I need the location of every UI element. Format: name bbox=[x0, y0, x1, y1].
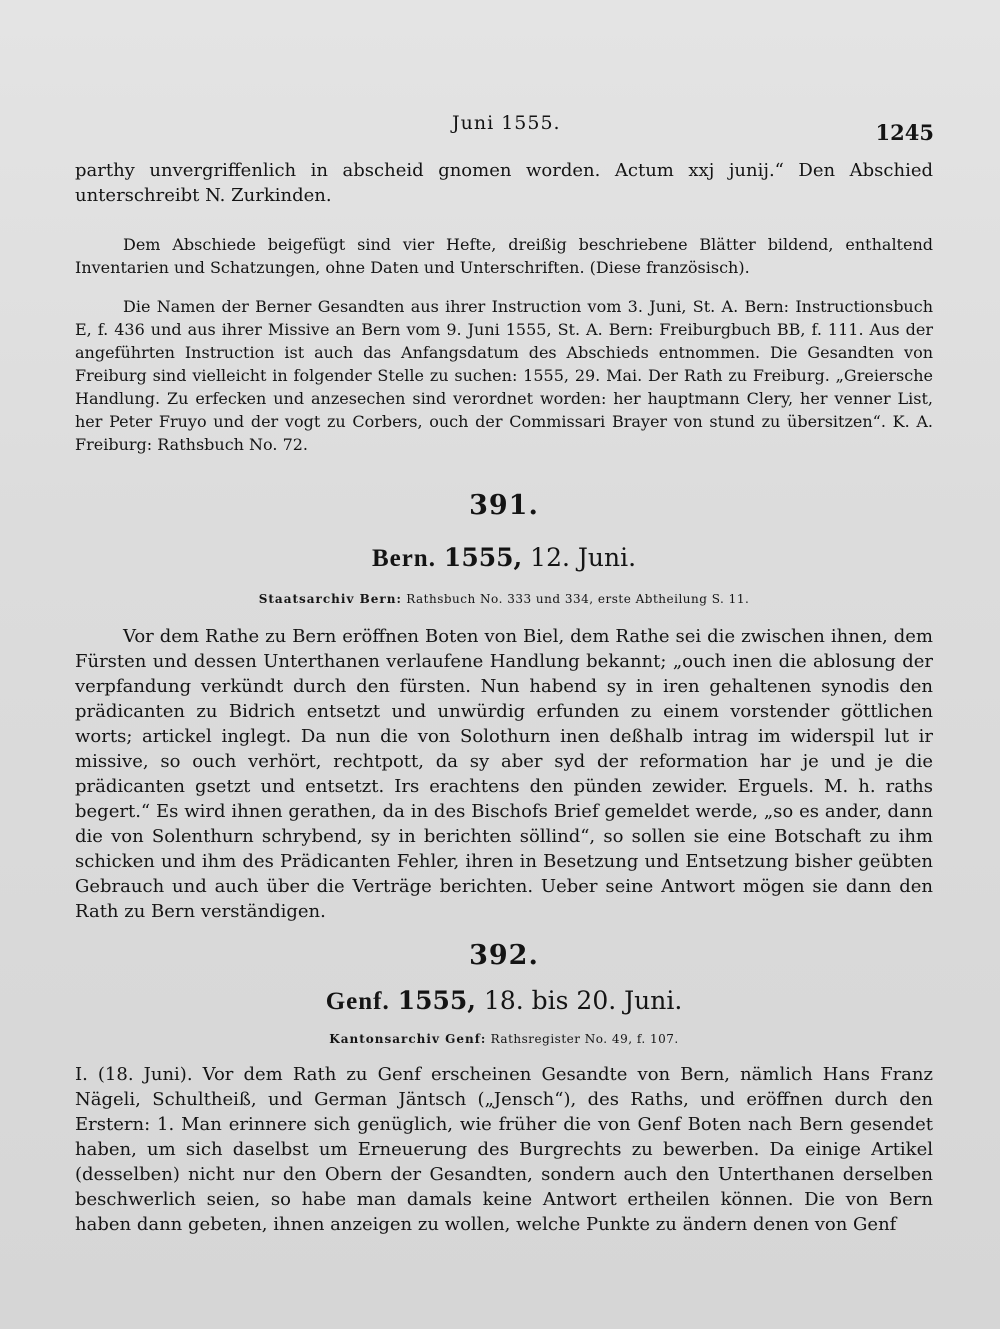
document-number-392: 392. bbox=[469, 940, 539, 971]
document-date: 12. Juni. bbox=[530, 543, 637, 572]
document-heading-392 bbox=[75, 986, 933, 1016]
document-place: Genf. bbox=[325, 988, 390, 1015]
document-year: 1555, bbox=[397, 986, 476, 1015]
document-body-392: I. (18. Juni). Vor dem Rath zu Genf erscheinen Gesandte von Bern, nämlich Hans Franz Nägeli, Schultheiß, und German Jäntsch („Jensch“), des Raths, und eröffnen durch den Erstern: 1. Man erinnere sich genüglich, wie früher die von Genf Boten nach Bern gesendet haben, um sich daselbst um Erneuerung des Burgrechts zu bewerben. Da einige Artikel (desselben) nicht nur den Obern der Gesandten, sondern auch den Unterthanen derselben beschwerlich seien, so habe man damals keine Antwort ertheilen können. Die von Bern haben dann gebeten, ihnen anzeigen zu wollen, welche Punkte zu ändern denen von Genf bbox=[75, 1064, 933, 1235]
envoys-note: Die Namen der Berner Gesandten aus ihrer Instruction vom 3. Juni, St. A. Bern: Instructionsbuch E, f. 436 und aus ihrer Missive an Bern vom 9. Juni 1555, St. A. Bern: Freiburgbuch BB, f. 111. Aus der angeführten Instruction ist auch das Anfangsdatum des Abschieds entnommen. Die Gesandten von Freiburg sind vielleicht in folgender Stelle zu suchen: 1555, 29. Mai. Der Rath zu Freiburg. „Greiersche Handlung. Zu erfecken und anzesechen sind verordnet worden: her hauptmann Clery, her venner List, her Peter Fruyo und der vogt zu Corbers, ouch der Commissari Brayer von stund zu übersitzen“. K. A. Freiburg: Rathsbuch No. 72. bbox=[75, 297, 933, 454]
document-body-391: Vor dem Rathe zu Bern eröffnen Boten von Biel, dem Rathe sei die zwischen ihnen, dem Fürsten und dessen Unterthanen verlaufene Handlung bekannt; „ouch inen die ablosung der verpfandung verkündt durch den fürsten. Nun habend sy in iren gehaltenen synodis den prädicanten zu Bidrich entsetzt und unwürdig erfunden zu einem vorstender göttlichen worts; artickel inglegt. Da nun die von Solothurn inen deßhalb intrag im widerspil lut ir missive, so ouch verhört, rechtpott, da sy aber syd der reformation har je und je die prädicanten gsetzt und entsetzt. Irs erachtens den pünden zewider. Erguels. M. h. raths begert.“ Es wird ihnen gerathen, da in des Bischofs Brief gemeldet werde, „so es ander, dann die von Solenthurn schrybend, sy in berichten söllind“, so sollen sie eine Botschaft zu ihm schicken und ihm des Prädicanten Fehler, ihren in Besetzung und Entsetzung bisher geübten Gebrauch und auch über die Verträge berichten. Ueber seine Antwort mögen sie dann den Rath zu Bern verständigen. bbox=[75, 626, 933, 922]
page-number: 1245 bbox=[875, 120, 934, 145]
running-title: Juni 1555. bbox=[452, 112, 561, 134]
document-source-391 bbox=[75, 592, 933, 606]
document-year: 1555, bbox=[443, 543, 523, 572]
document-date: 18. bis 20. Juni. bbox=[483, 986, 683, 1015]
archive-name: Kantonsarchiv Genf: bbox=[329, 1032, 487, 1046]
archive-name: Staatsarchiv Bern: bbox=[258, 592, 402, 606]
running-head bbox=[0, 112, 1000, 145]
document-source-392 bbox=[75, 1032, 933, 1046]
archive-reference: Rathsregister No. 49, f. 107. bbox=[490, 1032, 679, 1046]
continuation-paragraph: parthy unvergriffenlich in abscheid gnomen worden. Actum xxj junij.“ Den Abschied unterschreibt N. Zurkinden. bbox=[75, 160, 933, 206]
archive-reference: Rathsbuch No. 333 und 334, erste Abtheilung S. 11. bbox=[406, 592, 750, 606]
document-place: Bern. bbox=[371, 545, 436, 572]
attachment-note: Dem Abschiede beigefügt sind vier Hefte, dreißig beschriebene Blätter bildend, enthaltend Inventarien und Schatzungen, ohne Daten und Unterschriften. (Diese französisch). bbox=[75, 235, 933, 277]
document-heading-391 bbox=[75, 543, 933, 573]
document-number-391: 391. bbox=[469, 490, 539, 521]
